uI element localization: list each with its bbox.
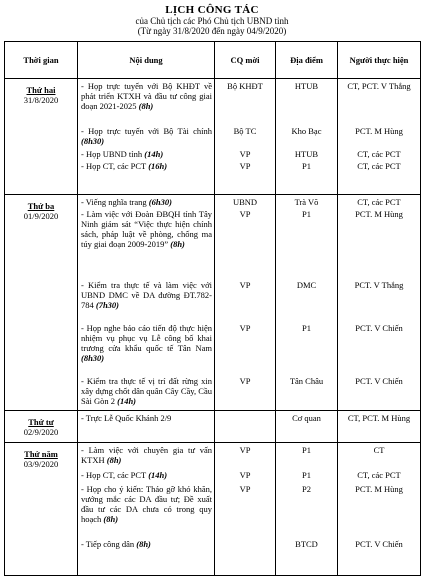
content-cell (78, 195, 215, 411)
who-cell (338, 79, 421, 195)
inviting-org: VP (239, 161, 251, 171)
agenda-item (78, 484, 214, 538)
location: P1 (302, 445, 311, 455)
col-header-place: Địa điểm (276, 42, 338, 79)
location: P1 (302, 161, 311, 171)
agenda-text: - Họp CT, các PCT (81, 470, 147, 480)
day-row (5, 195, 421, 411)
inviting-org (215, 413, 275, 427)
weekday-label: Thứ ba (27, 201, 55, 211)
inviting-org: VP (239, 445, 251, 455)
location: BTCD (295, 539, 318, 549)
assignee: PCT. M Hùng (355, 209, 403, 219)
assignee: PCT. V Chiến (355, 539, 403, 549)
location: P1 (302, 470, 311, 480)
agenda-time: (14h) (117, 396, 137, 406)
agenda-text: - Kiểm tra thực tế vị trí đất rừng xin xây dựng chốt dân quân Cây Cầy, Cầu Sài Gòn 2 (81, 376, 212, 406)
location: DMC (296, 280, 317, 290)
agenda-text: - Họp nghe báo cáo tiến độ thực hiện nhiệm vụ phục vụ Lễ công bố khai trương cửa khẩu quốc tế Tân Nam (81, 323, 212, 353)
agenda-text: - Làm việc với chuyên gia tư vấn KTXH (81, 445, 212, 465)
day-row (5, 411, 421, 443)
agenda-text: - Làm việc với Đoàn ĐBQH tỉnh Tây Ninh giám sát “Việc thực hiện chính sách, pháp luật về phòng, chống ma túy giai đoạn 2009-2019” (81, 209, 212, 249)
subtitle-line-1: của Chủ tịch các Phó Chủ tịch UBND tỉnh (135, 16, 289, 26)
agenda-text: - Kiểm tra thực tế và làm việc với UBND DMC về DA đường ĐT.782-784 (81, 280, 212, 310)
location: Trà Võ (294, 197, 319, 207)
assignee: PCT. M Hùng (355, 126, 403, 136)
agenda-item (78, 413, 214, 427)
assignee: PCT. V Thắng (354, 280, 404, 290)
agenda-time: (16h) (148, 161, 168, 171)
who-cell (338, 411, 421, 443)
location: Kho Bạc (291, 126, 322, 136)
inviting-org: Bộ TC (233, 126, 257, 136)
weekday-label: Thứ năm (24, 449, 58, 459)
assignee: CT, các PCT (357, 149, 401, 159)
assignee: CT, PCT. M Hùng (347, 413, 411, 423)
place-cell (276, 411, 338, 443)
day-cell (5, 411, 78, 443)
col-header-person: Người thực hiện (338, 42, 421, 79)
who-cell (338, 443, 421, 576)
assignee: CT (373, 445, 385, 455)
inviting-org: VP (239, 376, 251, 386)
inviting-org: VP (239, 323, 251, 333)
location: HTUB (294, 81, 319, 91)
agenda-item (78, 376, 214, 409)
agenda-text: - Họp trực tuyến với Bộ KHĐT về phát triển KTXH và đầu tư công giai đoạn 2021-2025 (81, 81, 212, 111)
inviting-org: VP (239, 149, 251, 159)
table-header-row (5, 42, 421, 79)
location: HTUB (294, 149, 319, 159)
org-cell (215, 443, 276, 576)
agenda-time: (14h) (144, 149, 164, 159)
org-cell (215, 195, 276, 411)
assignee: PCT. M Hùng (355, 484, 403, 494)
agenda-text: - Họp CT, các PCT (81, 161, 147, 171)
agenda-item (78, 126, 214, 148)
inviting-org: VP (239, 209, 251, 219)
place-cell (276, 195, 338, 411)
inviting-org: VP (239, 484, 251, 494)
inviting-org: UBND (232, 197, 258, 207)
content-cell (78, 79, 215, 195)
agenda-text: - Tiếp công dân (81, 539, 135, 549)
place-cell (276, 79, 338, 195)
location: Tân Châu (289, 376, 324, 386)
agenda-time: (8h) (170, 239, 185, 249)
location: P2 (302, 484, 311, 494)
agenda-time: (8h) (106, 455, 122, 465)
schedule-table (4, 41, 421, 576)
agenda-item (78, 161, 214, 172)
agenda-time: (6h30) (148, 197, 172, 207)
place-cell (276, 443, 338, 576)
org-cell (215, 411, 276, 443)
inviting-org: VP (239, 280, 251, 290)
content-cell (78, 411, 215, 443)
agenda-text: - Họp cho ý kiến: Tháo gỡ khó khăn, vướng mắc các DA đầu tư; Đề xuất đầu tư các DA chưa có trong quy hoạch (81, 484, 212, 524)
assignee: CT, các PCT (357, 161, 401, 171)
weekday-label: Thứ hai (26, 85, 56, 95)
weekday-label: Thứ tư (28, 417, 54, 427)
agenda-time: (8h) (103, 514, 119, 524)
agenda-text: - Họp UBND tỉnh (81, 149, 143, 159)
date-label: 03/9/2020 (23, 459, 59, 469)
location: P1 (302, 209, 311, 219)
schedule-body (5, 79, 421, 576)
day-row (5, 79, 421, 195)
document-title: LỊCH CÔNG TÁC (165, 4, 259, 16)
agenda-item (78, 209, 214, 279)
agenda-time: (8h) (138, 101, 154, 111)
day-cell (5, 195, 78, 411)
agenda-time: (14h) (148, 470, 168, 480)
agenda-item (78, 323, 214, 375)
content-cell (78, 443, 215, 576)
day-cell (5, 79, 78, 195)
agenda-time: (7h30) (95, 300, 120, 310)
subtitle-line-2: (Từ ngày 31/8/2020 đến ngày 04/9/2020) (137, 26, 287, 36)
assignee: CT, các PCT (357, 197, 401, 207)
agenda-item (78, 149, 214, 160)
assignee: PCT. V Chiến (355, 376, 403, 386)
agenda-item (78, 81, 214, 125)
inviting-org: VP (239, 470, 251, 480)
document-subtitle (0, 16, 424, 36)
day-row (5, 443, 421, 576)
org-cell (215, 79, 276, 195)
agenda-text: - Họp trực tuyến với Bộ Tài chính (81, 126, 212, 136)
agenda-item (78, 470, 214, 483)
agenda-time: (8h30) (81, 136, 105, 146)
agenda-time: (8h30) (81, 353, 105, 363)
col-header-time: Thời gian (5, 42, 78, 79)
location: P1 (302, 323, 311, 333)
who-cell (338, 195, 421, 411)
day-cell (5, 443, 78, 576)
date-label: 31/8/2020 (23, 95, 59, 105)
inviting-org: Bộ KHĐT (227, 81, 263, 91)
assignee: PCT. V Chiến (355, 323, 403, 333)
agenda-text: - Trực Lễ Quốc Khánh 2/9 (81, 413, 172, 423)
col-header-content: Nội dung (78, 42, 215, 79)
col-header-org: CQ mời (215, 42, 276, 79)
location: Cơ quan (292, 413, 321, 423)
inviting-org (215, 539, 275, 553)
agenda-item (78, 539, 214, 553)
date-label: 02/9/2020 (23, 427, 59, 437)
agenda-item (78, 445, 214, 469)
agenda-time: (8h) (136, 539, 151, 549)
assignee: CT, các PCT (357, 470, 401, 480)
agenda-item (78, 197, 214, 208)
assignee: CT, PCT. V Thắng (347, 81, 411, 91)
agenda-text: - Viếng nghĩa trang (81, 197, 147, 207)
date-label: 01/9/2020 (23, 211, 59, 221)
agenda-item (78, 280, 214, 322)
